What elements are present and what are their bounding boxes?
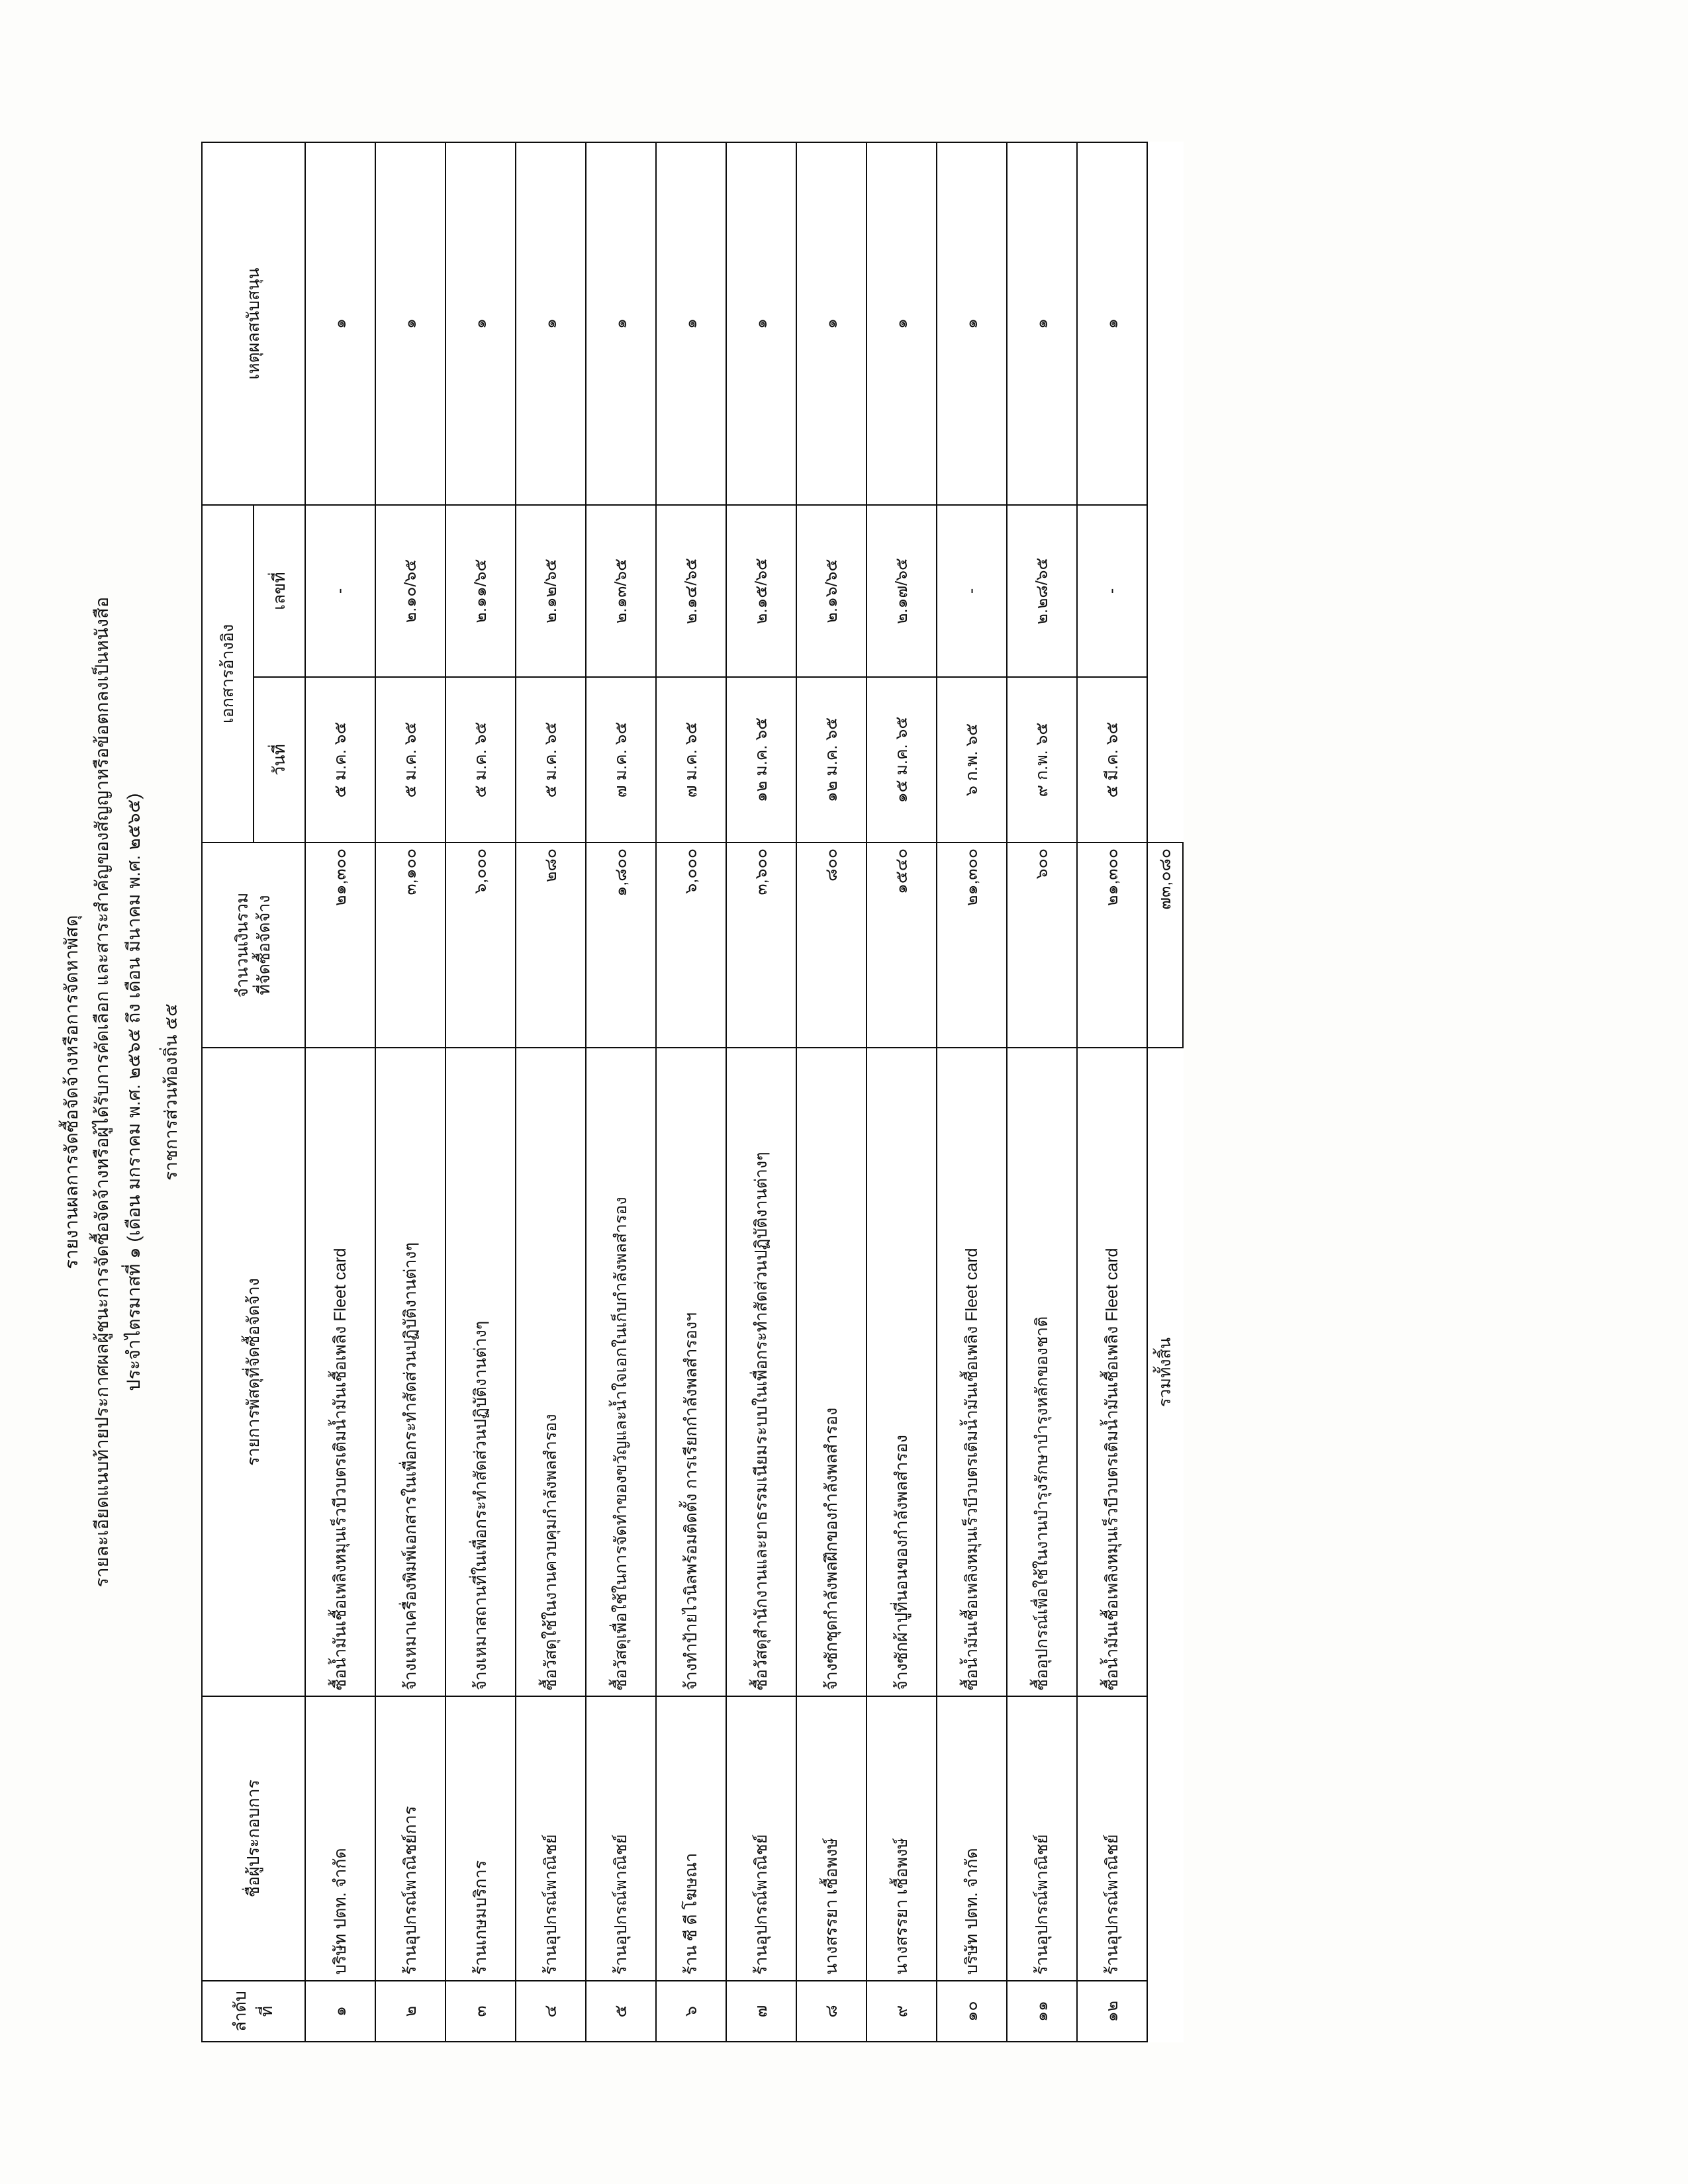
cell-doc-number: ๒.๑๕/๖๕ [726, 505, 796, 677]
scan-artifact-2 [947, 172, 964, 176]
cell-no: ๘ [796, 1981, 867, 2042]
cell-description: ซื้อวัสดุใช้ในงานควบคุมกำลังพลสำรอง [516, 1048, 586, 1696]
cell-amount: ๓,๖๐๐ [726, 842, 796, 1048]
summary-label: รวมทั้งสิ้น [1156, 1338, 1175, 1407]
table-row [445, 142, 516, 2042]
cell-amount: ๖๐๐ [1007, 842, 1077, 1048]
cell-no: ๑๐ [937, 1981, 1007, 2042]
document-header [58, 60, 184, 2124]
cell-no: ๑ [305, 1981, 375, 2042]
cell-doc-date: ๕ ม.ค. ๖๕ [305, 677, 375, 842]
cell-doc-date: ๗ ม.ค. ๖๕ [586, 677, 656, 842]
cell-doc-number: ๒.๑๖/๖๕ [796, 505, 867, 677]
cell-doc-date: ๑๒ ม.ค. ๖๕ [796, 677, 867, 842]
table-row [796, 142, 867, 2042]
cell-reason: ๑ [867, 142, 937, 505]
table-body [305, 142, 1183, 2042]
col-header-document-group: เอกสารอ้างอิง [202, 505, 254, 842]
cell-reason: ๑ [656, 142, 726, 505]
cell-reason: ๑ [937, 142, 1007, 505]
cell-amount: ๒๑,๓๐๐ [937, 842, 1007, 1048]
heading-line-4: ราชการส่วนท้องถิ่น ๕๕ [160, 1003, 181, 1181]
cell-amount: ๖,๐๐๐ [445, 842, 516, 1048]
cell-doc-number: - [305, 505, 375, 677]
cell-doc-number: ๒.๑๔/๖๕ [656, 505, 726, 677]
table-row [656, 142, 726, 2042]
heading-line-2: รายละเอียดแนบท้ายประกาศผลผู้ชนะการจัดซื้อจัดจ้างหรือผู้ได้รับการคัดเลือก และสาระสำคัญของสัญญาหรือข้อตกลงเป็นหนังสือ [91, 596, 112, 1588]
procurement-table [201, 142, 1184, 2042]
cell-reason: ๑ [1077, 142, 1147, 505]
cell-amount: ๘๐๐ [796, 842, 867, 1048]
table-row [867, 142, 937, 2042]
cell-no: ๒ [375, 1981, 445, 2042]
cell-doc-date: ๖ ก.พ. ๖๕ [937, 677, 1007, 842]
summary-total: ๗๓,๐๘๐ [1147, 842, 1183, 1048]
cell-amount: ๒๑,๓๐๐ [1077, 842, 1147, 1048]
cell-doc-number: - [937, 505, 1007, 677]
col-header-description: รายการพัสดุที่จัดซื้อจัดจ้าง [202, 1048, 305, 1696]
cell-vendor: ร้านอุปกรณ์พาณิชย์ [1007, 1696, 1077, 1981]
cell-doc-date: ๗ ม.ค. ๖๕ [656, 677, 726, 842]
cell-no: ๑๒ [1077, 1981, 1147, 2042]
cell-vendor: ร้านอุปกรณ์พาณิชย์ [586, 1696, 656, 1981]
cell-reason: ๑ [586, 142, 656, 505]
table-row [726, 142, 796, 2042]
cell-reason: ๑ [796, 142, 867, 505]
table-row [516, 142, 586, 2042]
cell-reason: ๑ [726, 142, 796, 505]
cell-no: ๕ [586, 1981, 656, 2042]
cell-no: ๗ [726, 1981, 796, 2042]
cell-reason: ๑ [1007, 142, 1077, 505]
cell-vendor: ร้านอุปกรณ์พาณิชย์ [726, 1696, 796, 1981]
table-head [202, 142, 305, 2042]
summary-spacer-no [1147, 1981, 1183, 2042]
cell-vendor: ร้าน ซี ดี โฆษณา [656, 1696, 726, 1981]
cell-doc-date: ๕ ม.ค. ๖๕ [445, 677, 516, 842]
cell-no: ๓ [445, 1981, 516, 2042]
cell-vendor: บริษัท ปตท. จำกัด [937, 1696, 1007, 1981]
cell-reason: ๑ [305, 142, 375, 505]
cell-doc-date: ๑๕ ม.ค. ๖๕ [867, 677, 937, 842]
cell-doc-number: ๒.๑๓/๖๕ [586, 505, 656, 677]
cell-description: ซื้อน้ำมันเชื้อเพลิงหมุนเร็วบีวบตรเติมน้ำมันเชื้อเพลิง Fleet card [305, 1048, 375, 1696]
cell-description: ซื้ออุปกรณ์เพื่อใช้ในงานบำรุงรักษาบำรุงหลักของชาติ [1007, 1048, 1077, 1696]
cell-reason: ๑ [375, 142, 445, 505]
cell-doc-date: ๑๒ ม.ค. ๖๕ [726, 677, 796, 842]
cell-description: จ้างทำป้ายไวนิลพร้อมติดตั้ง การเรียกกำลังพลสำรองฯ [656, 1048, 726, 1696]
cell-description: ซื้อน้ำมันเชื้อเพลิงหมุนเร็วบีวบตรเติมน้ำมันเชื้อเพลิง Fleet card [1077, 1048, 1147, 1696]
cell-vendor: ร้านเกษมบริการ [445, 1696, 516, 1981]
table-summary-row [1147, 142, 1183, 2042]
cell-doc-number: - [1077, 505, 1147, 677]
col-header-doc-number: เลขที่ [254, 505, 305, 677]
cell-vendor: ร้านอุปกรณ์พาณิชย์ [1077, 1696, 1147, 1981]
cell-reason: ๑ [516, 142, 586, 505]
table-row [305, 142, 375, 2042]
cell-description: จ้างซักผ้าปูที่นอนของกำลังพลสำรอง [867, 1048, 937, 1696]
summary-spacer-docno [1147, 505, 1183, 677]
col-header-amount [202, 842, 305, 1048]
cell-vendor: ร้านอุปกรณ์พาณิชย์การ [375, 1696, 445, 1981]
scan-artifact-1 [649, 113, 666, 116]
col-header-reason: เหตุผลสนับสนุน [202, 142, 305, 505]
cell-no: ๑๑ [1007, 1981, 1077, 2042]
col-header-no: ลำดับ ที่ [202, 1981, 305, 2042]
cell-doc-number: ๒.๒๘/๖๕ [1007, 505, 1077, 677]
cell-doc-date: ๙ ก.พ. ๖๕ [1007, 677, 1077, 842]
summary-spacer-reason [1147, 142, 1183, 505]
cell-amount: ๒๑,๓๐๐ [305, 842, 375, 1048]
cell-no: ๙ [867, 1981, 937, 2042]
heading-line-1: รายงานผลการจัดซื้อจัดจ้างหรือการจัดหาพัสดุ [62, 915, 81, 1269]
cell-description: ซื้อน้ำมันเชื้อเพลิงหมุนเร็วบีวบตรเติมน้ำมันเชื้อเพลิง Fleet card [937, 1048, 1007, 1696]
cell-description: ซื้อวัสดุเพื่อใช้ในการจัดทำของขวัญและน้ำใจเอกในเก็บกำลังพลสำรอง [586, 1048, 656, 1696]
cell-reason: ๑ [445, 142, 516, 505]
cell-description: จ้างเหมาสถานที่ในเพื่อกระทำสัดส่วนปฏิบัติงานต่างๆ [445, 1048, 516, 1696]
heading-line-3: ประจำไตรมาสที่ ๑ (เดือน มกราคม พ.ศ. ๒๕๖๕ ถึง เดือน มีนาคม พ.ศ. ๒๕๖๕) [123, 793, 144, 1391]
cell-amount: ๑๕๔๐ [867, 842, 937, 1048]
summary-spacer-vendor [1147, 1696, 1183, 1981]
cell-doc-number: ๒.๑๑/๖๕ [445, 505, 516, 677]
table-row [1007, 142, 1077, 2042]
cell-doc-date: ๕ ม.ค. ๖๕ [516, 677, 586, 842]
col-header-doc-date: วันที่ [254, 677, 305, 842]
cell-doc-number: ๒.๑๐/๖๕ [375, 505, 445, 677]
cell-no: ๔ [516, 1981, 586, 2042]
cell-description: จ้างเหมาเครื่องพิมพ์เอกสารในเพื่อกระทำสัดส่วนปฏิบัติงานต่างๆ [375, 1048, 445, 1696]
table-row [937, 142, 1007, 2042]
cell-vendor: บริษัท ปตท. จำกัด [305, 1696, 375, 1981]
cell-doc-date: ๕ มี.ค. ๖๕ [1077, 677, 1147, 842]
cell-vendor: ร้านอุปกรณ์พาณิชย์ [516, 1696, 586, 1981]
col-header-amount-line2: ที่จัดซื้อจัดจ้าง [254, 895, 273, 995]
table-row [375, 142, 445, 2042]
cell-amount: ๓,๑๐๐ [375, 842, 445, 1048]
cell-description: จ้างซักชุดกำลังพลฝึกของกำลังพลสำรอง [796, 1048, 867, 1696]
cell-amount: ๑,๘๐๐ [586, 842, 656, 1048]
cell-amount: ๖,๐๐๐ [656, 842, 726, 1048]
cell-description: ซื้อวัสดุสำนักงานและยาธรรมเนียมระบบในเพื่อกระทำสัดส่วนปฏิบัติงานต่างๆ [726, 1048, 796, 1696]
cell-amount: ๒๘๐ [516, 842, 586, 1048]
col-header-amount-line1: จำนวนเงินรวม [233, 892, 252, 998]
table-row [1077, 142, 1147, 2042]
cell-doc-number: ๒.๑๗/๖๕ [867, 505, 937, 677]
cell-no: ๖ [656, 1981, 726, 2042]
table-row [586, 142, 656, 2042]
cell-doc-date: ๕ ม.ค. ๖๕ [375, 677, 445, 842]
cell-vendor: นางสรรยา เชื้อพงษ์ [796, 1696, 867, 1981]
col-header-vendor: ชื่อผู้ประกอบการ [202, 1696, 305, 1981]
cell-doc-number: ๒.๑๒/๖๕ [516, 505, 586, 677]
summary-spacer-date [1147, 677, 1183, 842]
cell-vendor: นางสรรยา เชื้อพงษ์ [867, 1696, 937, 1981]
